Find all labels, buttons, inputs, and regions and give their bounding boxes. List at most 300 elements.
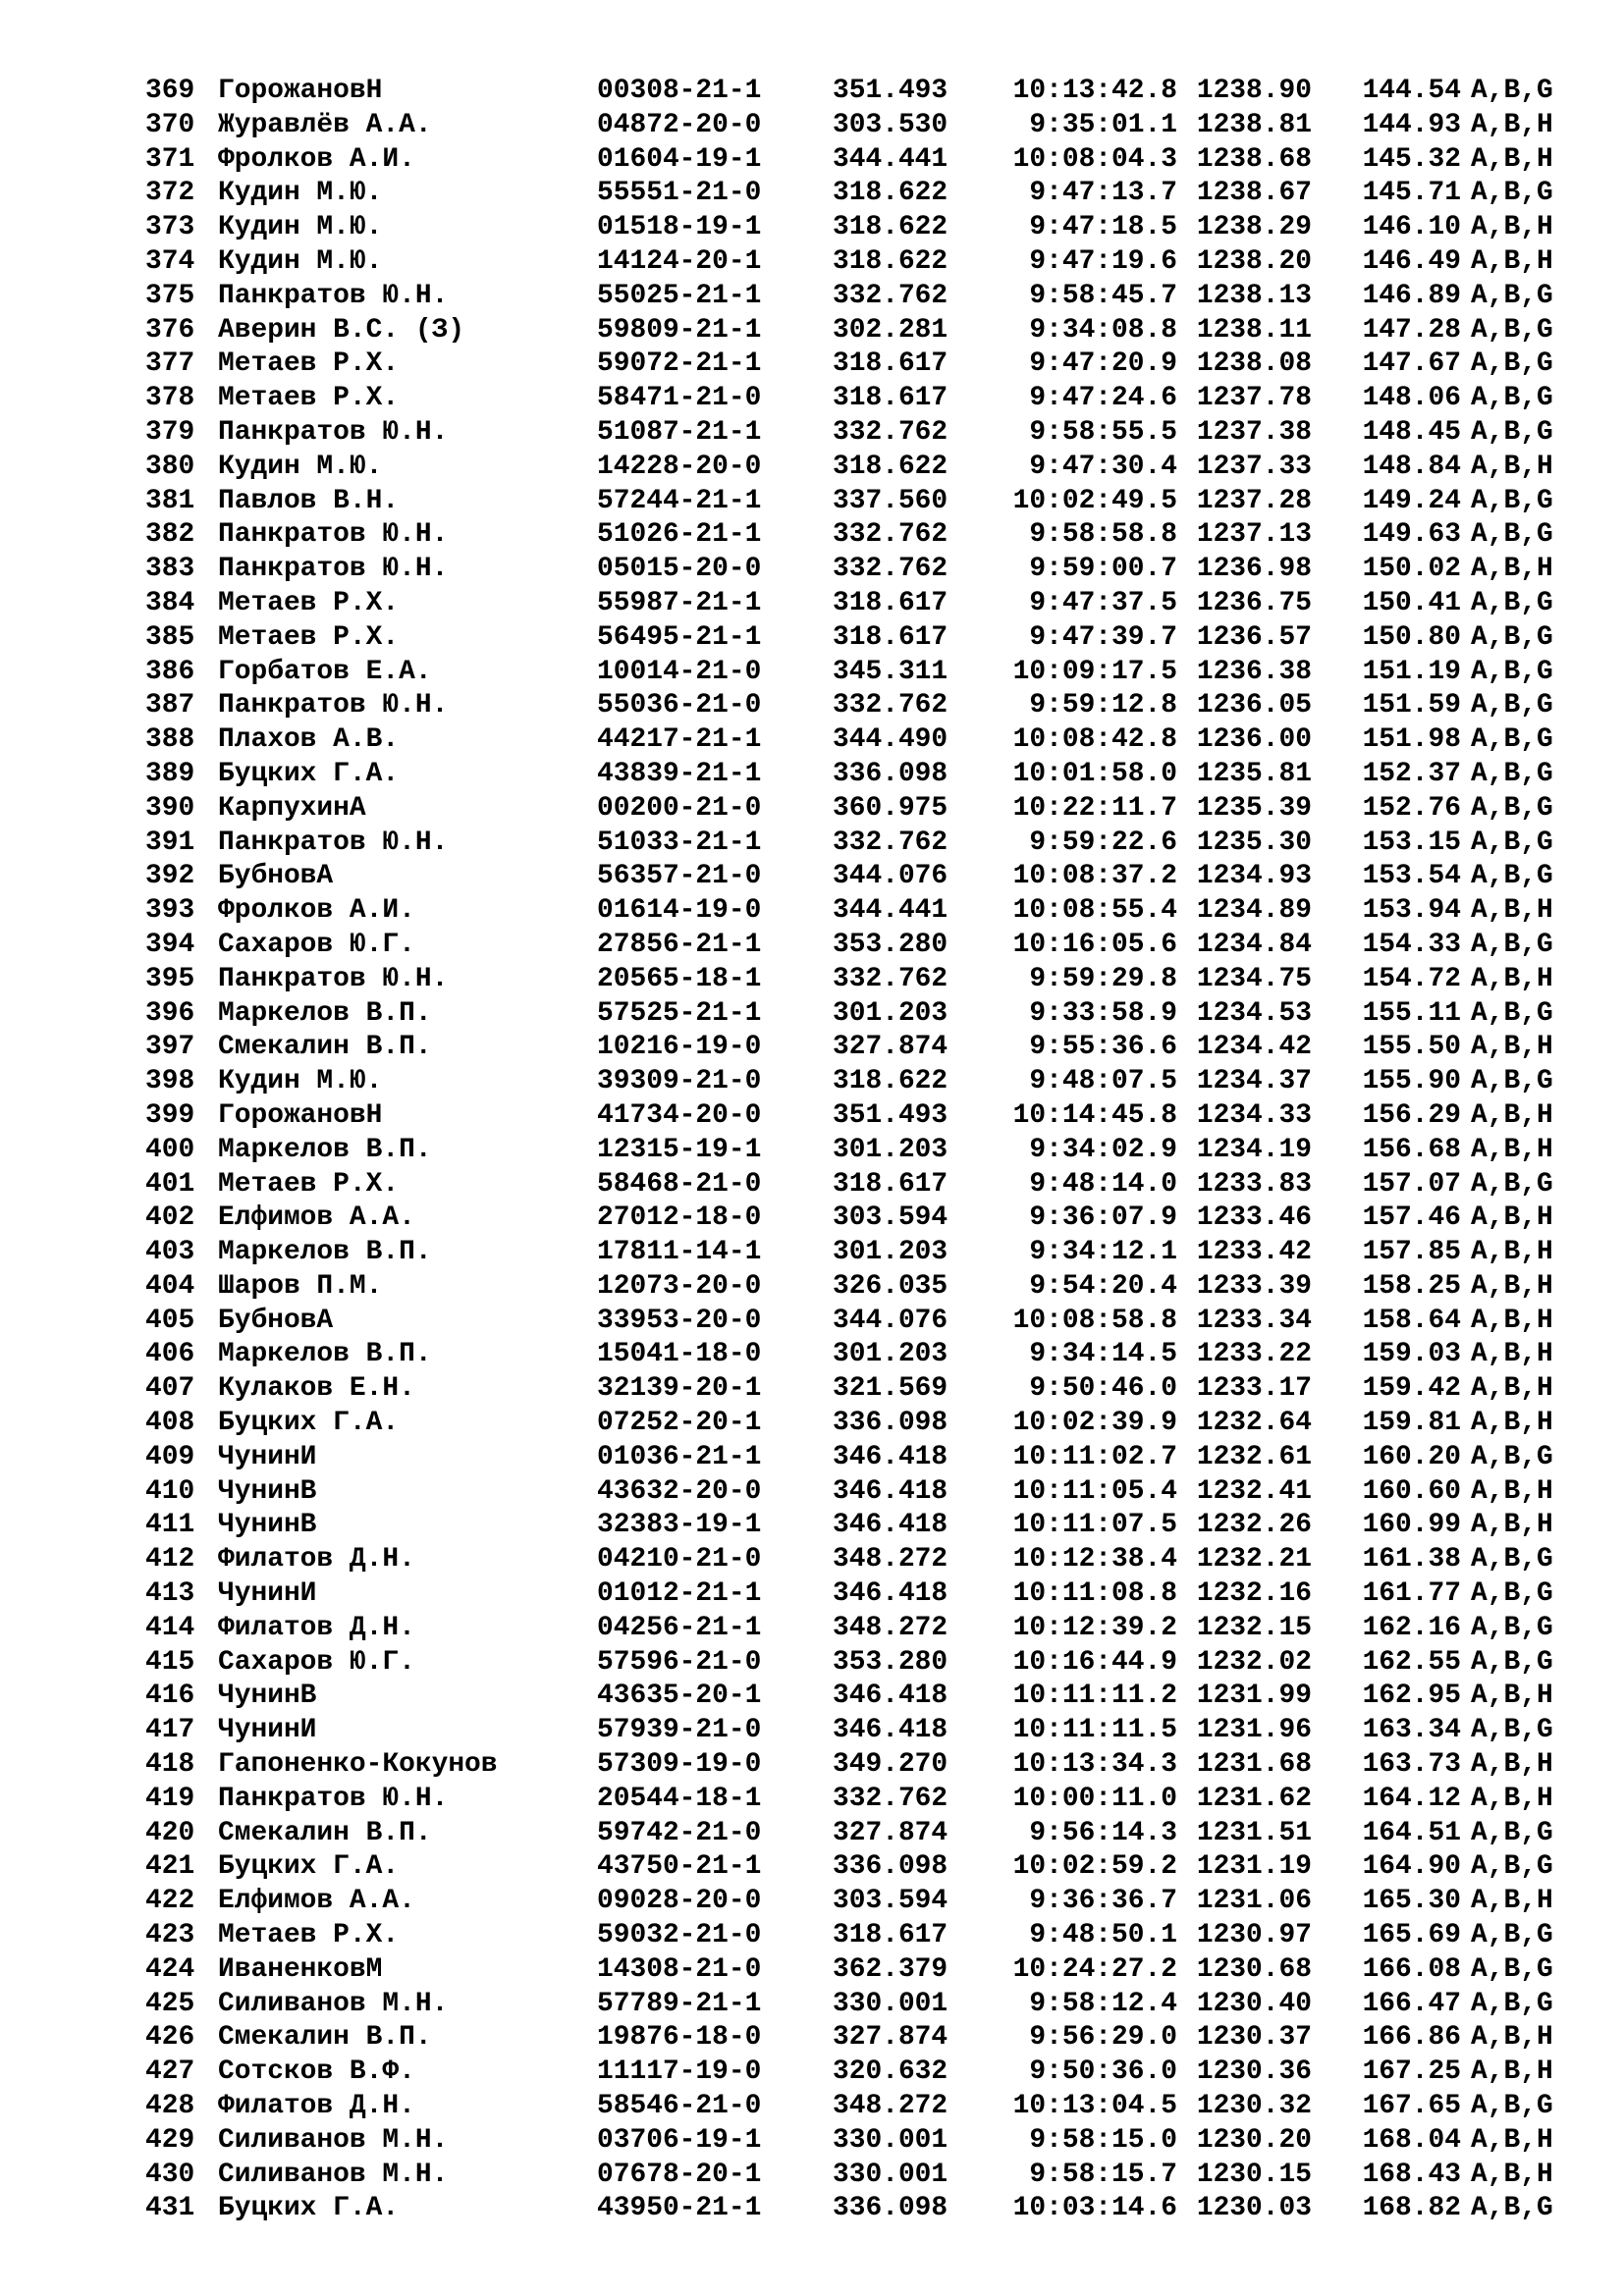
group-codes: A,B,G bbox=[1471, 1920, 1553, 1951]
fancier-name: Филатов Д.Н. bbox=[218, 2091, 415, 2122]
speed-value: 1233.22 bbox=[1196, 1339, 1312, 1370]
points-value: 155.50 bbox=[1362, 1032, 1461, 1063]
place-number: 408 bbox=[145, 1408, 195, 1439]
table-row bbox=[145, 2056, 1624, 2090]
flight-time: 10:11:11.2 bbox=[1012, 1681, 1177, 1712]
table-row bbox=[145, 1372, 1624, 1407]
speed-value: 1235.39 bbox=[1196, 792, 1312, 824]
flight-time: 9:59:00.7 bbox=[1029, 554, 1177, 585]
place-number: 431 bbox=[145, 2193, 195, 2224]
points-value: 146.89 bbox=[1362, 280, 1461, 311]
table-row bbox=[145, 245, 1624, 280]
place-number: 379 bbox=[145, 416, 195, 448]
place-number: 381 bbox=[145, 485, 195, 516]
flight-time: 10:08:04.3 bbox=[1012, 143, 1177, 175]
fancier-name: ГорожановН bbox=[218, 1099, 383, 1131]
ring-number: 57309-19-0 bbox=[597, 1749, 762, 1781]
distance-km: 318.617 bbox=[833, 621, 948, 653]
points-value: 148.45 bbox=[1362, 416, 1461, 448]
speed-value: 1231.68 bbox=[1196, 1749, 1312, 1781]
table-row bbox=[145, 1748, 1624, 1783]
flight-time: 9:47:19.6 bbox=[1029, 245, 1177, 277]
ring-number: 58546-21-0 bbox=[597, 2091, 762, 2122]
group-codes: A,B,H bbox=[1471, 1339, 1553, 1370]
speed-value: 1238.67 bbox=[1196, 178, 1312, 209]
flight-time: 10:11:08.8 bbox=[1012, 1578, 1177, 1610]
group-codes: A,B,H bbox=[1471, 1134, 1553, 1165]
flight-time: 9:35:01.1 bbox=[1029, 109, 1177, 140]
fancier-name: Панкратов Ю.Н. bbox=[218, 1783, 449, 1814]
fancier-name: ЧунинВ bbox=[218, 1475, 317, 1507]
flight-time: 10:11:02.7 bbox=[1012, 1441, 1177, 1472]
fancier-name: Панкратов Ю.Н. bbox=[218, 519, 449, 551]
fancier-name: Кулаков Е.Н. bbox=[218, 1373, 415, 1405]
place-number: 380 bbox=[145, 451, 195, 482]
place-number: 417 bbox=[145, 1715, 195, 1746]
points-value: 162.95 bbox=[1362, 1681, 1461, 1712]
ring-number: 11117-19-0 bbox=[597, 2056, 762, 2088]
speed-value: 1231.19 bbox=[1196, 1851, 1312, 1883]
table-row bbox=[145, 723, 1624, 758]
distance-km: 362.379 bbox=[833, 1953, 948, 1985]
speed-value: 1232.21 bbox=[1196, 1544, 1312, 1575]
place-number: 370 bbox=[145, 109, 195, 140]
table-row bbox=[145, 997, 1624, 1032]
ring-number: 14124-20-1 bbox=[597, 245, 762, 277]
ring-number: 55025-21-1 bbox=[597, 280, 762, 311]
group-codes: A,B,G bbox=[1471, 485, 1553, 516]
speed-value: 1238.13 bbox=[1196, 280, 1312, 311]
points-value: 144.54 bbox=[1362, 76, 1461, 106]
flight-time: 9:55:36.6 bbox=[1029, 1032, 1177, 1063]
group-codes: A,B,H bbox=[1471, 1408, 1553, 1439]
ring-number: 17811-14-1 bbox=[597, 1237, 762, 1268]
points-value: 159.81 bbox=[1362, 1408, 1461, 1439]
place-number: 410 bbox=[145, 1475, 195, 1507]
fancier-name: ЧунинВ bbox=[218, 1510, 317, 1541]
table-row bbox=[145, 1850, 1624, 1885]
flight-time: 10:08:42.8 bbox=[1012, 724, 1177, 756]
place-number: 430 bbox=[145, 2159, 195, 2190]
fancier-name: Филатов Д.Н. bbox=[218, 1612, 415, 1643]
table-row bbox=[145, 1885, 1624, 1919]
speed-value: 1237.33 bbox=[1196, 451, 1312, 482]
points-value: 149.24 bbox=[1362, 485, 1461, 516]
speed-value: 1230.37 bbox=[1196, 2022, 1312, 2054]
table-row bbox=[145, 211, 1624, 245]
points-value: 148.84 bbox=[1362, 451, 1461, 482]
distance-km: 346.418 bbox=[833, 1441, 948, 1472]
fancier-name: Гапоненко-Кокунов bbox=[218, 1749, 498, 1781]
flight-time: 10:01:58.0 bbox=[1012, 758, 1177, 789]
flight-time: 9:59:12.8 bbox=[1029, 690, 1177, 721]
flight-time: 9:36:36.7 bbox=[1029, 1886, 1177, 1917]
distance-km: 346.418 bbox=[833, 1475, 948, 1507]
points-value: 164.51 bbox=[1362, 1817, 1461, 1848]
ring-number: 59032-21-0 bbox=[597, 1920, 762, 1951]
distance-km: 346.418 bbox=[833, 1715, 948, 1746]
ring-number: 58468-21-0 bbox=[597, 1168, 762, 1200]
place-number: 391 bbox=[145, 827, 195, 858]
ring-number: 01518-19-1 bbox=[597, 212, 762, 243]
fancier-name: Фролков А.И. bbox=[218, 895, 415, 927]
speed-value: 1231.62 bbox=[1196, 1783, 1312, 1814]
speed-value: 1230.40 bbox=[1196, 1988, 1312, 2019]
ring-number: 07678-20-1 bbox=[597, 2159, 762, 2190]
place-number: 396 bbox=[145, 997, 195, 1029]
ring-number: 09028-20-0 bbox=[597, 1886, 762, 1917]
ring-number: 20544-18-1 bbox=[597, 1783, 762, 1814]
table-row bbox=[145, 894, 1624, 929]
group-codes: A,B,G bbox=[1471, 416, 1553, 448]
fancier-name: Павлов В.Н. bbox=[218, 485, 400, 516]
group-codes: A,B,G bbox=[1471, 76, 1553, 106]
distance-km: 332.762 bbox=[833, 519, 948, 551]
group-codes: A,B,H bbox=[1471, 1237, 1553, 1268]
place-number: 399 bbox=[145, 1099, 195, 1131]
ring-number: 04210-21-0 bbox=[597, 1544, 762, 1575]
flight-time: 10:16:44.9 bbox=[1012, 1646, 1177, 1678]
speed-value: 1234.75 bbox=[1196, 963, 1312, 994]
group-codes: A,B,G bbox=[1471, 519, 1553, 551]
points-value: 160.20 bbox=[1362, 1441, 1461, 1472]
distance-km: 318.617 bbox=[833, 1920, 948, 1951]
flight-time: 9:59:22.6 bbox=[1029, 827, 1177, 858]
group-codes: A,B,G bbox=[1471, 621, 1553, 653]
flight-time: 9:50:46.0 bbox=[1029, 1373, 1177, 1405]
speed-value: 1232.41 bbox=[1196, 1475, 1312, 1507]
points-value: 168.82 bbox=[1362, 2193, 1461, 2224]
speed-value: 1236.98 bbox=[1196, 554, 1312, 585]
distance-km: 318.617 bbox=[833, 1168, 948, 1200]
points-value: 150.02 bbox=[1362, 554, 1461, 585]
place-number: 375 bbox=[145, 280, 195, 311]
place-number: 407 bbox=[145, 1373, 195, 1405]
ring-number: 27856-21-1 bbox=[597, 929, 762, 960]
place-number: 378 bbox=[145, 383, 195, 414]
flight-time: 9:58:15.0 bbox=[1029, 2124, 1177, 2156]
points-value: 146.49 bbox=[1362, 245, 1461, 277]
speed-value: 1230.20 bbox=[1196, 2124, 1312, 2156]
points-value: 163.34 bbox=[1362, 1715, 1461, 1746]
table-row bbox=[145, 929, 1624, 963]
speed-value: 1238.20 bbox=[1196, 245, 1312, 277]
place-number: 383 bbox=[145, 554, 195, 585]
fancier-name: Метаев Р.Х. bbox=[218, 1920, 400, 1951]
ring-number: 04872-20-0 bbox=[597, 109, 762, 140]
place-number: 400 bbox=[145, 1134, 195, 1165]
table-row bbox=[145, 451, 1624, 485]
place-number: 385 bbox=[145, 621, 195, 653]
group-codes: A,B,G bbox=[1471, 827, 1553, 858]
group-codes: A,B,G bbox=[1471, 1544, 1553, 1575]
table-row bbox=[145, 1270, 1624, 1305]
ring-number: 59809-21-1 bbox=[597, 314, 762, 346]
fancier-name: Буцких Г.А. bbox=[218, 2193, 400, 2224]
fancier-name: Фролков А.И. bbox=[218, 143, 415, 175]
speed-value: 1230.68 bbox=[1196, 1953, 1312, 1985]
points-value: 151.59 bbox=[1362, 690, 1461, 721]
results-table bbox=[145, 75, 1624, 2226]
distance-km: 344.441 bbox=[833, 895, 948, 927]
distance-km: 344.490 bbox=[833, 724, 948, 756]
distance-km: 332.762 bbox=[833, 963, 948, 994]
distance-km: 302.281 bbox=[833, 314, 948, 346]
place-number: 404 bbox=[145, 1270, 195, 1302]
points-value: 146.10 bbox=[1362, 212, 1461, 243]
fancier-name: Панкратов Ю.Н. bbox=[218, 554, 449, 585]
flight-time: 10:24:27.2 bbox=[1012, 1953, 1177, 1985]
table-row bbox=[145, 2090, 1624, 2124]
group-codes: A,B,G bbox=[1471, 792, 1553, 824]
place-number: 371 bbox=[145, 143, 195, 175]
distance-km: 353.280 bbox=[833, 929, 948, 960]
flight-time: 9:34:02.9 bbox=[1029, 1134, 1177, 1165]
flight-time: 9:47:24.6 bbox=[1029, 383, 1177, 414]
points-value: 154.72 bbox=[1362, 963, 1461, 994]
fancier-name: Метаев Р.Х. bbox=[218, 621, 400, 653]
points-value: 159.42 bbox=[1362, 1373, 1461, 1405]
flight-time: 9:58:55.5 bbox=[1029, 416, 1177, 448]
table-row bbox=[145, 1817, 1624, 1851]
points-value: 148.06 bbox=[1362, 383, 1461, 414]
ring-number: 57525-21-1 bbox=[597, 997, 762, 1029]
points-value: 166.86 bbox=[1362, 2022, 1461, 2054]
distance-km: 327.874 bbox=[833, 1032, 948, 1063]
flight-time: 10:13:42.8 bbox=[1012, 76, 1177, 106]
table-row bbox=[145, 1065, 1624, 1099]
place-number: 414 bbox=[145, 1612, 195, 1643]
group-codes: A,B,G bbox=[1471, 1441, 1553, 1472]
flight-time: 10:08:37.2 bbox=[1012, 861, 1177, 892]
fancier-name: КарпухинА bbox=[218, 792, 366, 824]
group-codes: A,B,G bbox=[1471, 1715, 1553, 1746]
flight-time: 9:47:13.7 bbox=[1029, 178, 1177, 209]
distance-km: 301.203 bbox=[833, 1339, 948, 1370]
group-codes: A,B,H bbox=[1471, 1373, 1553, 1405]
table-row bbox=[145, 587, 1624, 621]
place-number: 425 bbox=[145, 1988, 195, 2019]
speed-value: 1230.03 bbox=[1196, 2193, 1312, 2224]
distance-km: 303.530 bbox=[833, 109, 948, 140]
place-number: 418 bbox=[145, 1749, 195, 1781]
speed-value: 1234.33 bbox=[1196, 1099, 1312, 1131]
speed-value: 1233.46 bbox=[1196, 1202, 1312, 1234]
distance-km: 336.098 bbox=[833, 758, 948, 789]
table-row bbox=[145, 177, 1624, 211]
place-number: 384 bbox=[145, 587, 195, 618]
speed-value: 1238.08 bbox=[1196, 348, 1312, 380]
group-codes: A,B,G bbox=[1471, 724, 1553, 756]
table-row bbox=[145, 1475, 1624, 1510]
group-codes: A,B,H bbox=[1471, 212, 1553, 243]
speed-value: 1238.68 bbox=[1196, 143, 1312, 175]
speed-value: 1234.93 bbox=[1196, 861, 1312, 892]
fancier-name: Метаев Р.Х. bbox=[218, 383, 400, 414]
ring-number: 43950-21-1 bbox=[597, 2193, 762, 2224]
flight-time: 10:14:45.8 bbox=[1012, 1099, 1177, 1131]
flight-time: 9:56:29.0 bbox=[1029, 2022, 1177, 2054]
fancier-name: ЧунинИ bbox=[218, 1441, 317, 1472]
points-value: 155.90 bbox=[1362, 1066, 1461, 1097]
ring-number: 12073-20-0 bbox=[597, 1270, 762, 1302]
table-row bbox=[145, 2159, 1624, 2193]
ring-number: 32139-20-1 bbox=[597, 1373, 762, 1405]
place-number: 393 bbox=[145, 895, 195, 927]
place-number: 426 bbox=[145, 2022, 195, 2054]
ring-number: 59072-21-1 bbox=[597, 348, 762, 380]
ring-number: 33953-20-0 bbox=[597, 1305, 762, 1336]
distance-km: 336.098 bbox=[833, 1408, 948, 1439]
place-number: 390 bbox=[145, 792, 195, 824]
speed-value: 1238.81 bbox=[1196, 109, 1312, 140]
place-number: 419 bbox=[145, 1783, 195, 1814]
table-row bbox=[145, 689, 1624, 723]
distance-km: 318.617 bbox=[833, 348, 948, 380]
ring-number: 43635-20-1 bbox=[597, 1681, 762, 1712]
group-codes: A,B,H bbox=[1471, 2124, 1553, 2156]
place-number: 423 bbox=[145, 1920, 195, 1951]
place-number: 402 bbox=[145, 1202, 195, 1234]
place-number: 416 bbox=[145, 1681, 195, 1712]
fancier-name: ИваненковМ bbox=[218, 1953, 383, 1985]
speed-value: 1236.05 bbox=[1196, 690, 1312, 721]
distance-km: 344.441 bbox=[833, 143, 948, 175]
points-value: 165.30 bbox=[1362, 1886, 1461, 1917]
place-number: 394 bbox=[145, 929, 195, 960]
distance-km: 320.632 bbox=[833, 2056, 948, 2088]
distance-km: 348.272 bbox=[833, 1612, 948, 1643]
flight-time: 9:54:20.4 bbox=[1029, 1270, 1177, 1302]
fancier-name: Шаров П.М. bbox=[218, 1270, 383, 1302]
ring-number: 20565-18-1 bbox=[597, 963, 762, 994]
table-row bbox=[145, 1236, 1624, 1270]
fancier-name: Сахаров Ю.Г. bbox=[218, 929, 415, 960]
group-codes: A,B,G bbox=[1471, 1168, 1553, 1200]
distance-km: 332.762 bbox=[833, 1783, 948, 1814]
table-row bbox=[145, 553, 1624, 587]
group-codes: A,B,H bbox=[1471, 1475, 1553, 1507]
speed-value: 1234.37 bbox=[1196, 1066, 1312, 1097]
group-codes: A,B,H bbox=[1471, 1510, 1553, 1541]
speed-value: 1230.32 bbox=[1196, 2091, 1312, 2122]
group-codes: A,B,G bbox=[1471, 383, 1553, 414]
flight-time: 9:56:14.3 bbox=[1029, 1817, 1177, 1848]
points-value: 167.65 bbox=[1362, 2091, 1461, 2122]
distance-km: 336.098 bbox=[833, 2193, 948, 2224]
ring-number: 10014-21-0 bbox=[597, 656, 762, 687]
ring-number: 32383-19-1 bbox=[597, 1510, 762, 1541]
table-row bbox=[145, 1407, 1624, 1441]
fancier-name: Кудин М.Ю. bbox=[218, 451, 383, 482]
distance-km: 318.622 bbox=[833, 1066, 948, 1097]
points-value: 166.47 bbox=[1362, 1988, 1461, 2019]
place-number: 427 bbox=[145, 2056, 195, 2088]
flight-time: 9:47:30.4 bbox=[1029, 451, 1177, 482]
speed-value: 1230.15 bbox=[1196, 2159, 1312, 2190]
speed-value: 1237.38 bbox=[1196, 416, 1312, 448]
place-number: 388 bbox=[145, 724, 195, 756]
group-codes: A,B,G bbox=[1471, 1578, 1553, 1610]
table-row bbox=[145, 1201, 1624, 1236]
table-row bbox=[145, 758, 1624, 792]
ring-number: 51026-21-1 bbox=[597, 519, 762, 551]
table-row bbox=[145, 1988, 1624, 2022]
table-row bbox=[145, 1646, 1624, 1681]
speed-value: 1234.42 bbox=[1196, 1032, 1312, 1063]
flight-time: 9:34:12.1 bbox=[1029, 1237, 1177, 1268]
distance-km: 332.762 bbox=[833, 416, 948, 448]
fancier-name: Елфимов А.А. bbox=[218, 1886, 415, 1917]
flight-time: 10:11:07.5 bbox=[1012, 1510, 1177, 1541]
distance-km: 345.311 bbox=[833, 656, 948, 687]
table-row bbox=[145, 656, 1624, 690]
distance-km: 301.203 bbox=[833, 1134, 948, 1165]
place-number: 386 bbox=[145, 656, 195, 687]
distance-km: 353.280 bbox=[833, 1646, 948, 1678]
group-codes: A,B,G bbox=[1471, 997, 1553, 1029]
group-codes: A,B,H bbox=[1471, 1886, 1553, 1917]
fancier-name: Панкратов Ю.Н. bbox=[218, 280, 449, 311]
points-value: 158.64 bbox=[1362, 1305, 1461, 1336]
group-codes: A,B,G bbox=[1471, 1851, 1553, 1883]
ring-number: 56495-21-1 bbox=[597, 621, 762, 653]
table-row bbox=[145, 1134, 1624, 1168]
distance-km: 330.001 bbox=[833, 1988, 948, 2019]
points-value: 156.29 bbox=[1362, 1099, 1461, 1131]
fancier-name: Метаев Р.Х. bbox=[218, 1168, 400, 1200]
place-number: 413 bbox=[145, 1578, 195, 1610]
flight-time: 10:12:38.4 bbox=[1012, 1544, 1177, 1575]
ring-number: 10216-19-0 bbox=[597, 1032, 762, 1063]
points-value: 145.71 bbox=[1362, 178, 1461, 209]
points-value: 150.41 bbox=[1362, 587, 1461, 618]
group-codes: A,B,G bbox=[1471, 1646, 1553, 1678]
distance-km: 336.098 bbox=[833, 1851, 948, 1883]
points-value: 166.08 bbox=[1362, 1953, 1461, 1985]
speed-value: 1234.84 bbox=[1196, 929, 1312, 960]
points-value: 154.33 bbox=[1362, 929, 1461, 960]
table-row bbox=[145, 621, 1624, 656]
table-row bbox=[145, 1612, 1624, 1646]
table-row bbox=[145, 1441, 1624, 1475]
place-number: 406 bbox=[145, 1339, 195, 1370]
fancier-name: Силиванов М.Н. bbox=[218, 2124, 449, 2156]
distance-km: 332.762 bbox=[833, 280, 948, 311]
distance-km: 318.617 bbox=[833, 383, 948, 414]
distance-km: 318.617 bbox=[833, 587, 948, 618]
flight-time: 9:47:37.5 bbox=[1029, 587, 1177, 618]
fancier-name: Силиванов М.Н. bbox=[218, 2159, 449, 2190]
ring-number: 27012-18-0 bbox=[597, 1202, 762, 1234]
table-row bbox=[145, 1543, 1624, 1577]
points-value: 151.98 bbox=[1362, 724, 1461, 756]
points-value: 149.63 bbox=[1362, 519, 1461, 551]
speed-value: 1238.29 bbox=[1196, 212, 1312, 243]
flight-time: 10:08:58.8 bbox=[1012, 1305, 1177, 1336]
fancier-name: Смекалин В.П. bbox=[218, 2022, 432, 2054]
place-number: 411 bbox=[145, 1510, 195, 1541]
speed-value: 1233.83 bbox=[1196, 1168, 1312, 1200]
fancier-name: Буцких Г.А. bbox=[218, 758, 400, 789]
distance-km: 318.622 bbox=[833, 245, 948, 277]
place-number: 405 bbox=[145, 1305, 195, 1336]
flight-time: 9:58:58.8 bbox=[1029, 519, 1177, 551]
flight-time: 10:03:14.6 bbox=[1012, 2193, 1177, 2224]
fancier-name: Горбатов Е.А. bbox=[218, 656, 432, 687]
points-value: 155.11 bbox=[1362, 997, 1461, 1029]
group-codes: A,B,G bbox=[1471, 1953, 1553, 1985]
